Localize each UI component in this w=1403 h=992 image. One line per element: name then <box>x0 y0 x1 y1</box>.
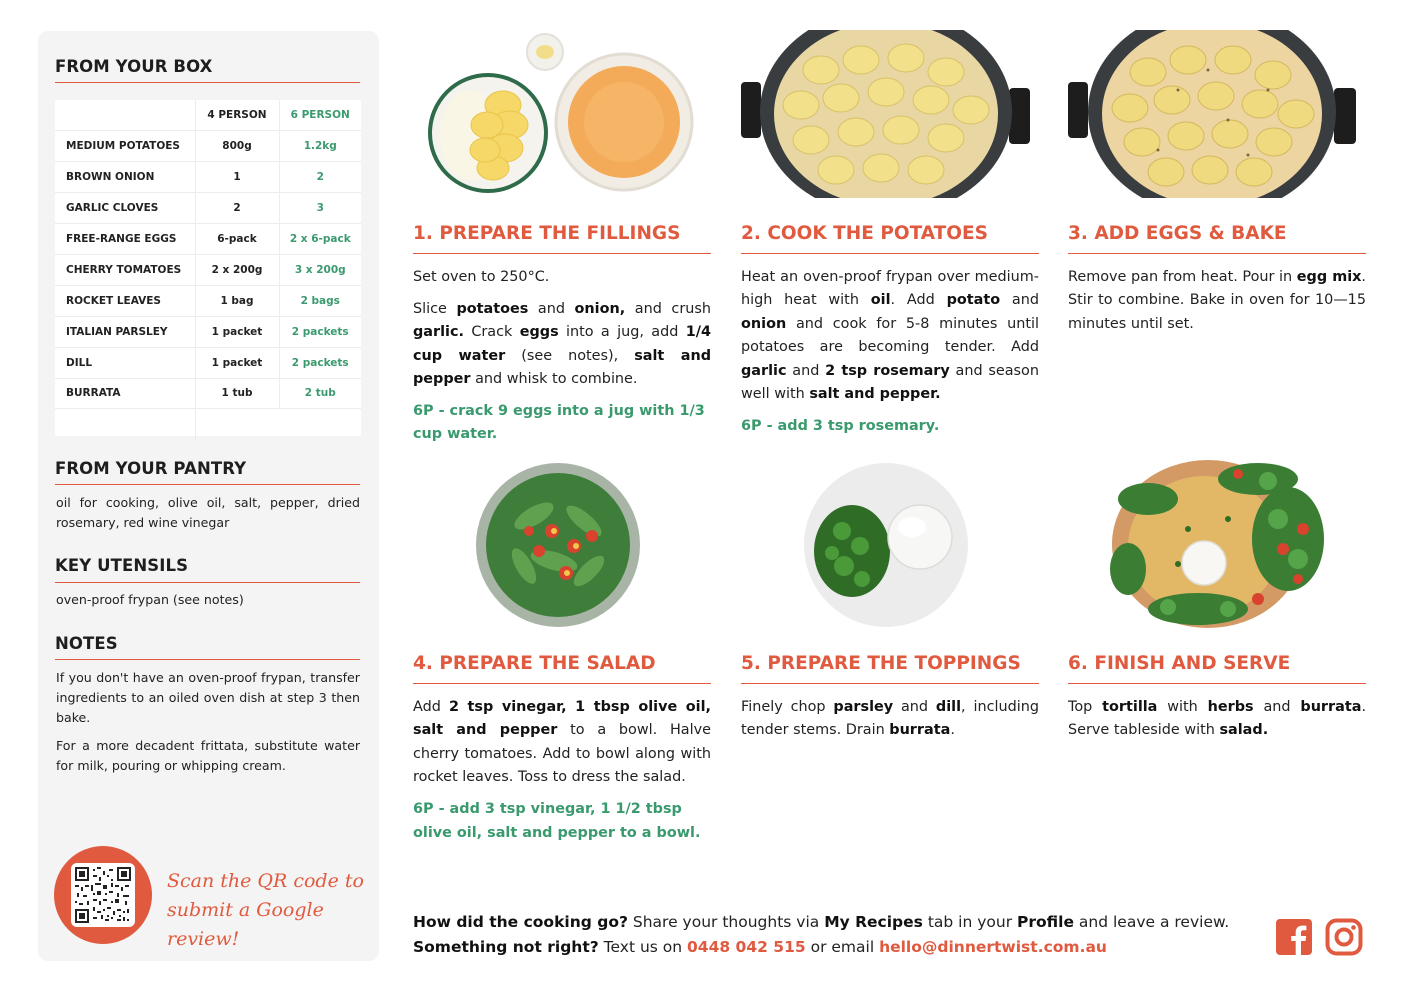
ingredients-table <box>55 100 361 436</box>
notes-heading: NOTES <box>55 634 118 653</box>
step-6-body <box>1068 696 1366 751</box>
salad-photo <box>474 461 642 629</box>
bold-text: burrata <box>889 722 951 739</box>
divider <box>55 659 360 660</box>
ingredient-name: DILL <box>55 347 195 378</box>
table-header-4-person: 4 PERSON <box>195 100 279 131</box>
step-5-body <box>741 696 1039 751</box>
table-row <box>55 378 361 409</box>
text-run: Heat an oven-proof frypan over medium-high heat with <box>741 269 1039 309</box>
table-row <box>55 224 361 255</box>
table-header-row <box>55 100 361 131</box>
from-your-box-heading: FROM YOUR BOX <box>55 57 213 76</box>
table-row <box>55 131 361 162</box>
text-run: (see notes), <box>505 347 635 364</box>
divider <box>55 82 360 83</box>
bold-text: garlic <box>741 362 787 379</box>
my-recipes-label: My Recipes <box>824 913 923 931</box>
qty-6-person: 2 tub <box>279 378 361 409</box>
qr-text-line-1: Scan the QR code to <box>167 870 364 892</box>
bold-text: garlic. <box>413 324 464 341</box>
ingredient-name: BURRATA <box>55 378 195 409</box>
step-1-text-2 <box>413 298 711 392</box>
bold-text: potatoes <box>456 300 529 317</box>
table-row <box>55 193 361 224</box>
bold-text: parsley <box>833 699 894 715</box>
text-run: Remove pan from heat. Pour in <box>1068 269 1297 285</box>
sidebar-panel <box>38 31 379 961</box>
footer-text-part: Text us on <box>598 938 688 956</box>
footer-text-part: Share your thoughts via <box>627 913 825 931</box>
table-row <box>55 347 361 378</box>
bold-text: tortilla <box>1102 699 1158 715</box>
table-header-6-person: 6 PERSON <box>279 100 361 131</box>
ingredient-name: ITALIAN PARSLEY <box>55 316 195 347</box>
notes-text-2: For a more decadent frittata, substitute water for milk, pouring or whipping cream. <box>56 738 360 773</box>
qty-4-person: 1 packet <box>195 347 279 378</box>
text-run: and <box>786 362 826 379</box>
text-run: . Add <box>890 292 947 309</box>
qty-4-person: 2 <box>195 193 279 224</box>
table-row <box>55 254 361 285</box>
text-run: Top <box>1068 699 1103 715</box>
facebook-icon[interactable] <box>1275 918 1313 956</box>
qr-review-text <box>167 867 367 954</box>
profile-label: Profile <box>1017 913 1074 931</box>
divider <box>1068 253 1366 254</box>
divider <box>55 484 360 485</box>
step-2-body <box>741 266 1039 447</box>
step-4-body <box>413 696 711 853</box>
key-utensils-heading: KEY UTENSILS <box>55 556 189 575</box>
step-6-title: 6. FINISH AND SERVE <box>1068 653 1291 674</box>
bold-text: oil <box>870 292 891 309</box>
feedback-line-1 <box>413 910 1229 935</box>
ingredient-name: FREE-RANGE EGGS <box>55 224 195 255</box>
text-run: and <box>1000 292 1039 309</box>
text-run: into a jug, add <box>558 324 686 341</box>
bold-text: eggs <box>519 324 559 341</box>
divider <box>741 253 1039 254</box>
qty-6-person: 2 packets <box>279 316 361 347</box>
step-4-title: 4. PREPARE THE SALAD <box>413 653 656 674</box>
notes-text-1: If you don't have an oven-proof frypan, transfer ingredients to an oiled oven dish at step 3 then bake. <box>56 670 360 725</box>
text-run: , including tender stems. Drain <box>741 699 1039 739</box>
text-run: Add <box>413 699 449 715</box>
feedback-footer <box>413 910 1229 960</box>
qty-6-person: 2 bags <box>279 285 361 316</box>
footer-question-1: How did the cooking go? <box>413 913 628 931</box>
email-link[interactable]: hello@dinnertwist.com.au <box>879 938 1107 956</box>
qr-text-line-2: submit a Google review! <box>167 899 324 950</box>
text-run: to a bowl. Halve cherry tomatoes. Add to bowl along with rocket leaves. Toss to dress the salad. <box>413 722 711 786</box>
qty-4-person: 1 tub <box>195 378 279 409</box>
qr-code[interactable] <box>71 863 135 927</box>
step-3-text <box>1068 266 1366 336</box>
footer-question-2: Something not right? <box>413 938 599 956</box>
text-run: Finely chop <box>741 699 834 715</box>
text-run: and <box>1253 699 1301 715</box>
step-1-6p-note: 6P - crack 9 eggs into a jug with 1/3 cup water. <box>413 403 705 443</box>
table-row <box>55 162 361 193</box>
text-run: and whisk to combine. <box>470 371 638 388</box>
step-5-title: 5. PREPARE THE TOPPINGS <box>741 653 1021 674</box>
ingredient-name: ROCKET LEAVES <box>55 285 195 316</box>
text-run: . <box>950 722 955 739</box>
finished-dish-photo <box>1108 459 1326 629</box>
bold-text: egg mix <box>1296 269 1362 285</box>
footer-text-part: tab in your <box>922 913 1018 931</box>
bold-text: dill <box>935 699 962 715</box>
utensils-text: oven-proof frypan (see notes) <box>56 592 244 607</box>
qty-6-person: 2 x 6-pack <box>279 224 361 255</box>
text-run: and cook for 5-8 minutes until potatoes are becoming tender. Add <box>741 315 1039 356</box>
qty-4-person: 1 packet <box>195 316 279 347</box>
table-header-ingredient <box>55 100 195 131</box>
qty-4-person: 1 <box>195 162 279 193</box>
bold-text: potato <box>946 292 1001 309</box>
step-3-title: 3. ADD EGGS & BAKE <box>1068 223 1287 244</box>
step-6-text <box>1068 696 1366 743</box>
qty-6-person: 1.2kg <box>279 131 361 162</box>
text-run: with <box>1157 699 1208 715</box>
table-row <box>55 285 361 316</box>
divider <box>413 683 711 684</box>
qr-code-badge[interactable] <box>54 846 152 944</box>
qty-6-person: 3 <box>279 193 361 224</box>
ingredient-name: GARLIC CLOVES <box>55 193 195 224</box>
step-1-body <box>413 266 711 455</box>
footer-text-part: and leave a review. <box>1073 913 1230 931</box>
feedback-line-2 <box>413 935 1229 960</box>
bold-text: onion, <box>574 300 626 317</box>
text-run: . Stir to combine. Bake in oven for 10—15 minutes until set. <box>1068 269 1366 332</box>
from-your-pantry-heading: FROM YOUR PANTRY <box>55 459 247 478</box>
qr-code-icon <box>75 867 131 923</box>
text-run: and crush <box>625 300 711 317</box>
text-run: and season well with <box>741 362 1039 403</box>
qty-4-person: 6-pack <box>195 224 279 255</box>
qty-6-person: 2 <box>279 162 361 193</box>
divider <box>1068 683 1366 684</box>
bold-text: salt and pepper. <box>809 386 941 403</box>
phone-link[interactable]: 0448 042 515 <box>687 938 806 956</box>
text-run: Crack <box>463 324 520 341</box>
text-run: . Serve tableside with <box>1068 699 1367 739</box>
qty-4-person: 2 x 200g <box>195 254 279 285</box>
bold-text: 1/4 cup water <box>413 324 711 364</box>
footer-text-part: or email <box>805 938 880 956</box>
step-4-6p-note: 6P - add 3 tsp vinegar, 1 1/2 tbsp olive oil, salt and pepper to a bowl. <box>413 801 701 841</box>
fillings-photo <box>415 30 715 200</box>
qty-6-person: 2 packets <box>279 347 361 378</box>
bold-text: salt and pepper <box>413 347 712 388</box>
text-run: Slice <box>413 300 457 317</box>
step-2-title: 2. COOK THE POTATOES <box>741 223 988 244</box>
text-run: and <box>528 300 575 317</box>
bold-text: burrata <box>1300 699 1362 715</box>
step-2-text <box>741 266 1039 406</box>
divider <box>741 683 1039 684</box>
ingredient-name: BROWN ONION <box>55 162 195 193</box>
step-5-text <box>741 696 1039 743</box>
pantry-text: oil for cooking, olive oil, salt, pepper, dried rosemary, red wine vinegar <box>56 495 360 530</box>
table-row <box>55 316 361 347</box>
table-row <box>55 409 361 440</box>
ingredient-name: MEDIUM POTATOES <box>55 131 195 162</box>
bold-text: salad. <box>1219 722 1269 739</box>
step-1-title: 1. PREPARE THE FILLINGS <box>413 223 681 244</box>
qty-4-person: 1 bag <box>195 285 279 316</box>
add-eggs-photo <box>1068 30 1356 198</box>
divider <box>413 253 711 254</box>
instagram-icon[interactable] <box>1325 918 1363 956</box>
step-3-body <box>1068 266 1366 345</box>
qty-4-person: 800g <box>195 131 279 162</box>
text-run: and <box>893 699 936 715</box>
step-1-text-1: Set oven to 250°C. <box>413 269 550 285</box>
toppings-photo <box>802 461 970 629</box>
bold-text: 2 tsp vinegar, 1 tbsp olive oil, salt and pepper <box>413 699 711 739</box>
ingredient-name: CHERRY TOMATOES <box>55 254 195 285</box>
bold-text: onion <box>741 315 787 332</box>
step-4-text <box>413 696 711 790</box>
divider <box>55 582 360 583</box>
bold-text: herbs <box>1207 699 1254 715</box>
cook-potatoes-photo <box>741 30 1030 198</box>
qty-6-person: 3 x 200g <box>279 254 361 285</box>
bold-text: 2 tsp rosemary <box>825 362 950 379</box>
step-2-6p-note: 6P - add 3 tsp rosemary. <box>741 417 940 434</box>
